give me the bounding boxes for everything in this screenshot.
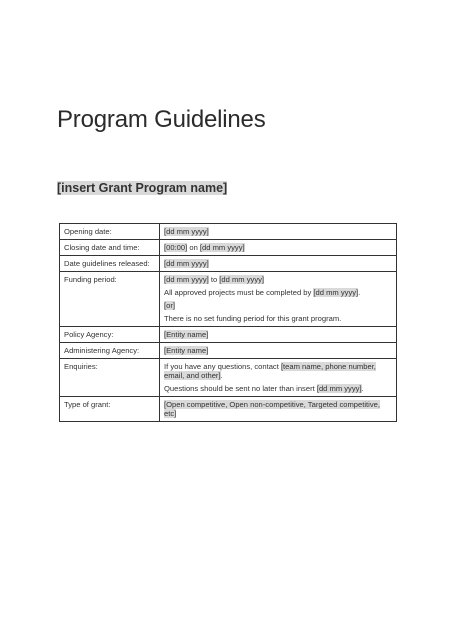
release-date-placeholder: [dd mm yyyy] bbox=[164, 259, 209, 268]
contact-prefix: If you have any questions, contact bbox=[164, 362, 281, 371]
table-row bbox=[60, 343, 397, 359]
administering-agency-label: Administering Agency: bbox=[60, 343, 160, 359]
opening-date-placeholder: [dd mm yyyy] bbox=[164, 227, 209, 236]
grant-program-name: [insert Grant Program name] bbox=[57, 181, 228, 195]
funding-or bbox=[164, 301, 392, 310]
table-row bbox=[60, 224, 397, 240]
enquiries-contact-text bbox=[164, 362, 392, 380]
grant-type-value bbox=[160, 397, 397, 422]
table-row bbox=[60, 256, 397, 272]
table-row bbox=[60, 327, 397, 343]
release-date-label: Date guidelines released: bbox=[60, 256, 160, 272]
funding-range bbox=[164, 275, 392, 284]
approved-date-placeholder: [dd mm yyyy] bbox=[313, 288, 359, 297]
grant-type-label: Type of grant: bbox=[60, 397, 160, 422]
policy-agency-value bbox=[160, 327, 397, 343]
administering-agency-placeholder: [Entity name] bbox=[164, 346, 209, 355]
closing-time-placeholder: [00:00] bbox=[164, 243, 188, 252]
table-row bbox=[60, 240, 397, 256]
approved-prefix: All approved projects must be completed by bbox=[164, 288, 314, 297]
table-row bbox=[60, 397, 397, 422]
opening-date-label: Opening date: bbox=[60, 224, 160, 240]
funding-period-value bbox=[160, 272, 397, 327]
grant-program-name-placeholder bbox=[57, 181, 227, 195]
page-title: Program Guidelines bbox=[57, 106, 266, 133]
table-row bbox=[60, 359, 397, 397]
policy-agency-label: Policy Agency: bbox=[60, 327, 160, 343]
opening-date-value bbox=[160, 224, 397, 240]
funding-to-text: to bbox=[208, 275, 220, 284]
deadline-date-placeholder: [dd mm yyyy] bbox=[316, 384, 362, 393]
closing-on-text: on bbox=[187, 243, 200, 252]
enquiries-value bbox=[160, 359, 397, 397]
contact-suffix: . bbox=[220, 371, 223, 380]
contact-placeholder: [team name, phone number, email, and other] bbox=[164, 362, 376, 380]
or-placeholder: [or] bbox=[164, 301, 175, 310]
enquiries-label: Enquiries: bbox=[60, 359, 160, 397]
grant-type-placeholder: [Open competitive, Open non-competitive, Targeted competitive, etc] bbox=[164, 400, 380, 418]
grant-details-table bbox=[59, 223, 397, 422]
policy-agency-placeholder: [Entity name] bbox=[164, 330, 209, 339]
funding-period-label: Funding period: bbox=[60, 272, 160, 327]
release-date-value bbox=[160, 256, 397, 272]
closing-date-value bbox=[160, 240, 397, 256]
closing-date-label: Closing date and time: bbox=[60, 240, 160, 256]
enquiries-deadline-text bbox=[164, 384, 392, 393]
funding-approved-text bbox=[164, 288, 392, 297]
administering-agency-value bbox=[160, 343, 397, 359]
funding-start-placeholder: [dd mm yyyy] bbox=[164, 275, 209, 284]
funding-no-period-text: There is no set funding period for this grant program. bbox=[164, 314, 342, 323]
deadline-prefix: Questions should be sent no later than insert bbox=[164, 384, 317, 393]
closing-date-placeholder: [dd mm yyyy] bbox=[199, 243, 245, 252]
funding-end-placeholder: [dd mm yyyy] bbox=[219, 275, 265, 284]
approved-suffix: . bbox=[358, 288, 361, 297]
deadline-suffix: . bbox=[361, 384, 364, 393]
table-row bbox=[60, 272, 397, 327]
